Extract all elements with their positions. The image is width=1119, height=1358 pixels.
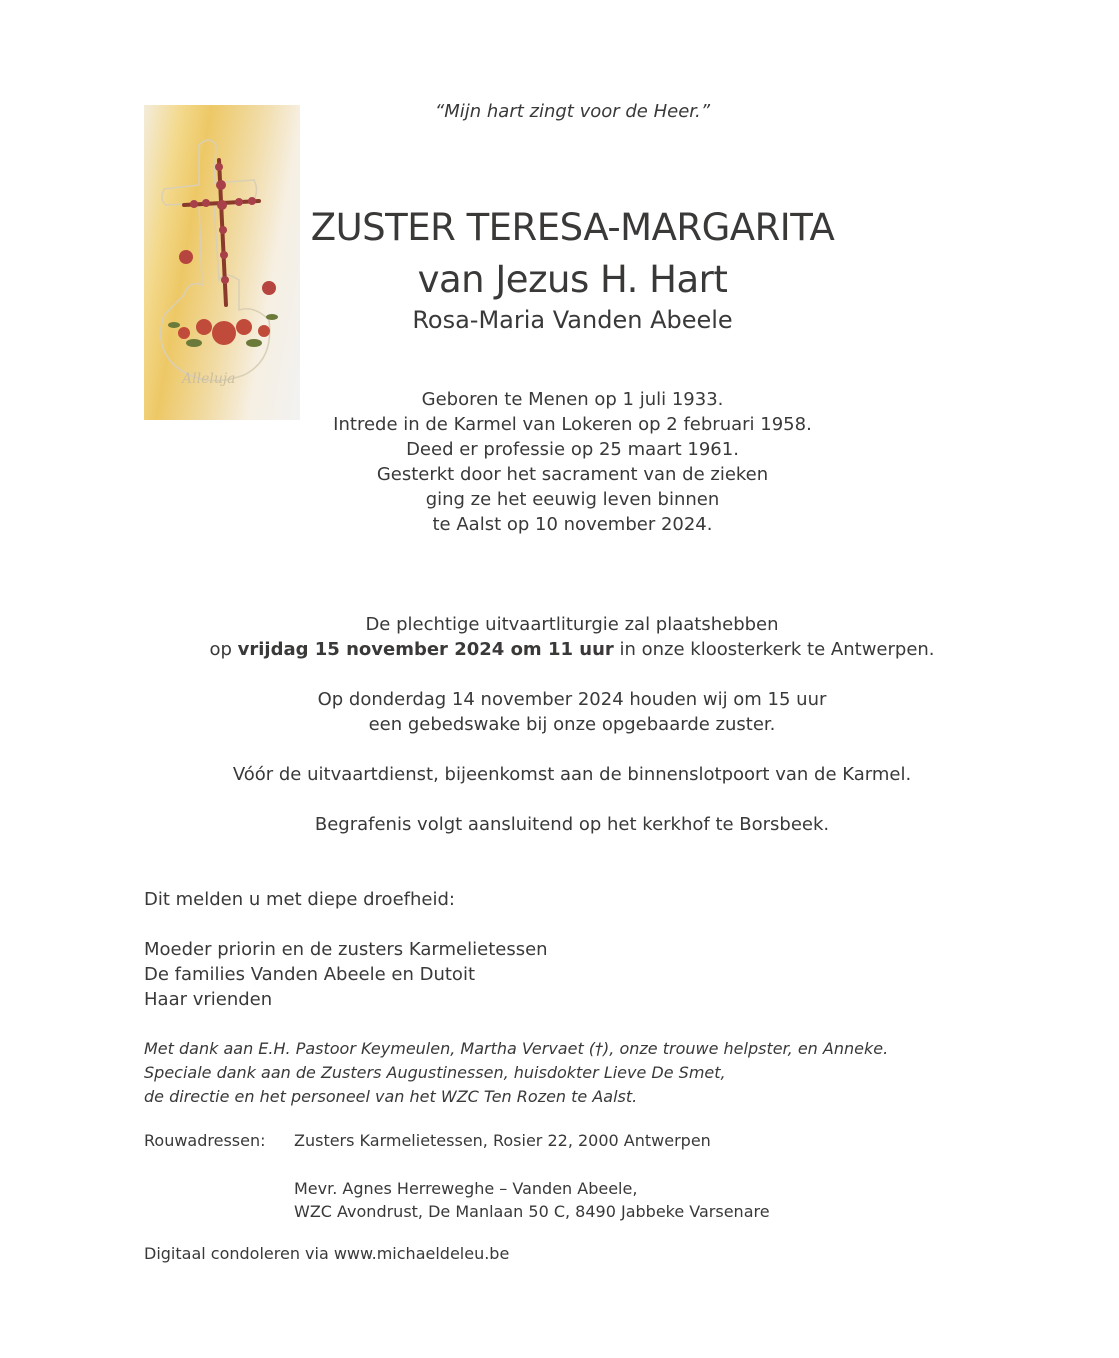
announcement: Dit melden u met diepe droefheid: — [144, 889, 455, 910]
deceased-title: ZUSTER TERESA-MARGARITA — [310, 206, 835, 249]
burial-info: Begrafenis volgt aansluitend op het kerkhof te Borsbeek. — [314, 814, 830, 835]
address-1: Zusters Karmelietessen, Rosier 22, 2000 Antwerpen — [294, 1131, 711, 1150]
vigil-line: Op donderdag 14 november 2024 houden wij om 15 uur — [317, 689, 827, 710]
bio-line: Gesterkt door het sacrament van de zieken — [376, 464, 769, 485]
addresses-label: Rouwadressen: — [144, 1131, 266, 1150]
mourners-list — [144, 937, 1004, 1012]
mourner: Moeder priorin en de zusters Karmelietessen — [144, 939, 548, 960]
bio-line: Intrede in de Karmel van Lokeren op 2 februari 1958. — [333, 414, 812, 435]
funeral-datetime: vrijdag 15 november 2024 om 11 uur — [237, 639, 614, 660]
svg-text:Alleluja: Alleluja — [182, 371, 236, 387]
biography — [300, 387, 845, 537]
funeral-info — [144, 612, 1000, 662]
vigil-line: een gebedswake bij onze opgebaarde zuster. — [368, 714, 776, 735]
cross-with-flowers-icon — [144, 105, 300, 420]
funeral-pre: op — [209, 639, 238, 660]
bio-line: Geboren te Menen op 1 juli 1933. — [421, 389, 724, 410]
funeral-line: De plechtige uitvaartliturgie zal plaatshebben — [365, 614, 779, 635]
address-2-line: Mevr. Agnes Herreweghe – Vanden Abeele, — [294, 1179, 638, 1198]
funeral-line — [144, 637, 1000, 662]
bio-line: Deed er professie op 25 maart 1961. — [406, 439, 739, 460]
address-2-line: WZC Avondrust, De Manlaan 50 C, 8490 Jabbeke Varsenare — [294, 1202, 770, 1221]
address-2 — [294, 1177, 770, 1223]
vigil-info — [144, 687, 1000, 737]
quote: “Mijn hart zingt voor de Heer.” — [434, 101, 711, 122]
funeral-post: in onze kloosterkerk te Antwerpen. — [613, 639, 935, 660]
thanks-note — [144, 1037, 1004, 1109]
mourner: De families Vanden Abeele en Dutoit — [144, 964, 476, 985]
thanks-line: Met dank aan E.H. Pastoor Keymeulen, Martha Vervaet (†), onze trouwe helpster, en Anneke. — [144, 1039, 889, 1058]
thanks-line: de directie en het personeel van het WZC Ten Rozen te Aalst. — [144, 1087, 638, 1106]
bio-line: ging ze het eeuwig leven binnen — [425, 489, 720, 510]
gathering-info: Vóór de uitvaartdienst, bijeenkomst aan de binnenslotpoort van de Karmel. — [232, 764, 912, 785]
bio-line: te Aalst op 10 november 2024. — [432, 514, 713, 535]
civil-name: Rosa-Maria Vanden Abeele — [412, 306, 733, 334]
memorial-card-image — [144, 105, 300, 420]
thanks-line: Speciale dank aan de Zusters Augustinessen, huisdokter Lieve De Smet, — [144, 1063, 726, 1082]
condolence-link[interactable]: Digitaal condoleren via www.michaeldeleu.be — [144, 1244, 510, 1263]
religious-name: van Jezus H. Hart — [417, 258, 728, 301]
mourner: Haar vrienden — [144, 989, 273, 1010]
